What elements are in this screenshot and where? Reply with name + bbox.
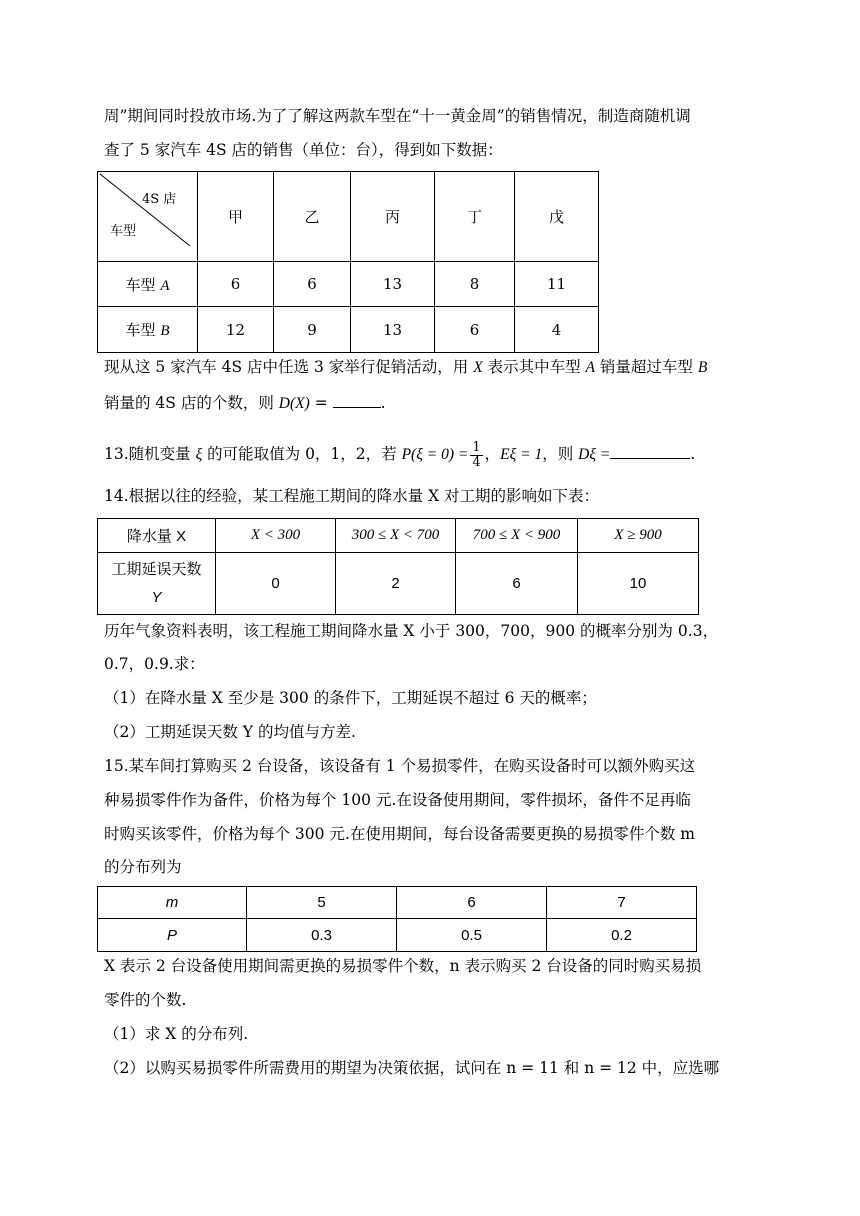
q14-title: 14.根据以往的经验，某工程施工期间的降水量 X 对工期的影响如下表： (104, 487, 600, 505)
delay-cell: 10 (578, 553, 699, 615)
table-cell: 9 (274, 307, 351, 353)
q15-line-3: 时购买该零件，价格为每个 300 元.在使用期间，每台设备需要更换的易损零件个数 m (104, 825, 695, 843)
q15-line-1: 15.某车间打算购买 2 台设备，该设备有 1 个易损零件，在购买设备时可以额外购买这 (104, 757, 696, 775)
q13-text: 的可能取值为 0，1，2，若 (202, 445, 402, 463)
rainfall-label (98, 519, 216, 553)
q15-line-2: 种易损零件作为备件，价格为每个 100 元.在设备使用期间，零件损坏，备件不足再临 (104, 791, 691, 809)
fraction-numerator: 1 (472, 439, 481, 455)
table-corner-cell (98, 172, 198, 262)
row-label-car-b (98, 307, 198, 353)
q14-line-1: 历年气象资料表明，该工程施工期间降水量 X 小于 300，700，900 的概率分别为 0.3， (104, 622, 719, 640)
distribution-table (97, 886, 697, 952)
table-cell: 6 (274, 262, 351, 307)
equals-sign: = (309, 394, 333, 412)
q14-line-2: 0.7，0.9.求： (104, 655, 205, 673)
q12-text: 销量超过车型 (595, 358, 698, 376)
row-label-car-a (98, 262, 198, 307)
q13-text: 13.随机变量 (104, 445, 196, 463)
q14-sub-1: （1）在降水量 X 至少是 300 的条件下，工期延误不超过 6 天的概率； (104, 689, 597, 707)
q15-line-4: 的分布列为 (104, 858, 182, 876)
header-cell: 甲 (198, 172, 274, 262)
q15-line-5: X 表示 2 台设备使用期间需更换的易损零件个数，n 表示购买 2 台设备的同时购买易损 (104, 957, 702, 975)
q15-line-6: 零件的个数. (104, 991, 187, 1009)
p-value: 0.2 (547, 919, 697, 952)
q12-line-1 (104, 355, 707, 380)
q13-line (104, 437, 695, 472)
p-value: 0.3 (247, 919, 397, 952)
header-cell: 丁 (435, 172, 515, 262)
diagonal-line (98, 172, 198, 262)
q12-text: 现从这 5 家汽车 4S 店中任选 3 家举行促销活动，用 (104, 358, 474, 376)
corner-bottom-label: 车型 (110, 224, 137, 239)
delay-label-line-2: Y (151, 588, 162, 606)
q15-sub-1: （1）求 X 的分布列. (104, 1025, 249, 1043)
q13-text: ，则 (542, 445, 579, 463)
variance-expr: Dξ = (578, 446, 611, 463)
period: . (690, 445, 696, 463)
answer-blank (610, 442, 690, 459)
p-value: 0.5 (397, 919, 547, 952)
table-cell: 4 (515, 307, 599, 353)
delay-label-line-1: 工期延误天数 (111, 560, 202, 578)
table-cell: 6 (198, 262, 274, 307)
table-cell: 12 (198, 307, 274, 353)
q12-line-2 (104, 391, 386, 416)
range-cell: 300 ≤ X < 700 (336, 519, 456, 553)
m-label: m (98, 887, 247, 919)
row-label-var: B (160, 323, 170, 339)
q12-text: 销量的 4S 店的个数，则 (104, 394, 279, 412)
table-cell: 13 (351, 262, 435, 307)
q14-sub-2: （2）工期延误天数 Y 的均值与方差. (104, 723, 356, 741)
variance-expr: D(X) (278, 395, 310, 412)
expectation-expr: Eξ = 1 (500, 446, 543, 463)
q15-sub-2: （2）以购买易损零件所需费用的期望为决策依据，试问在 n = 11 和 n = 12 中，应选哪 (104, 1059, 720, 1077)
corner-top-label: 4S 店 (142, 192, 177, 207)
table-cell: 8 (435, 262, 515, 307)
q12-text: 表示其中车型 (482, 358, 586, 376)
rainfall-label-text: 降水量 X (126, 528, 187, 545)
sales-table (97, 171, 599, 353)
delay-cell: 2 (336, 553, 456, 615)
intro-line-2: 查了 5 家汽车 4S 店的销售（单位：台），得到如下数据： (104, 141, 503, 159)
m-value: 7 (547, 887, 697, 919)
intro-line-1: 周”期间同时投放市场.为了了解这两款车型在“十一黄金周”的销售情况，制造商随机调 (104, 107, 691, 125)
fraction (470, 441, 482, 470)
table-cell: 11 (515, 262, 599, 307)
period: . (380, 394, 386, 412)
header-cell: 戊 (515, 172, 599, 262)
table-cell: 6 (435, 307, 515, 353)
delay-cell: 6 (456, 553, 578, 615)
answer-blank (333, 391, 381, 408)
p-label: P (98, 919, 247, 952)
fraction-denominator: 4 (472, 454, 481, 470)
var-xi: ξ (195, 446, 203, 463)
delay-cell: 0 (216, 553, 336, 615)
var-x: X (473, 359, 483, 376)
header-cell: 乙 (274, 172, 351, 262)
range-cell: X ≥ 900 (578, 519, 699, 553)
delay-label (98, 553, 216, 615)
range-cell: 700 ≤ X < 900 (456, 519, 578, 553)
row-label-var: A (160, 277, 170, 294)
var-a: A (585, 359, 595, 376)
table-cell: 13 (351, 307, 435, 353)
header-cell: 丙 (351, 172, 435, 262)
row-label-text: 车型 (125, 321, 156, 339)
comma: ， (484, 445, 501, 463)
m-value: 6 (397, 887, 547, 919)
rainfall-table (97, 518, 699, 615)
m-value: 5 (247, 887, 397, 919)
prob-expr: P(ξ = 0) = (401, 446, 469, 463)
row-label-text: 车型 (125, 275, 156, 294)
var-b: B (697, 359, 708, 376)
range-cell: X < 300 (216, 519, 336, 553)
